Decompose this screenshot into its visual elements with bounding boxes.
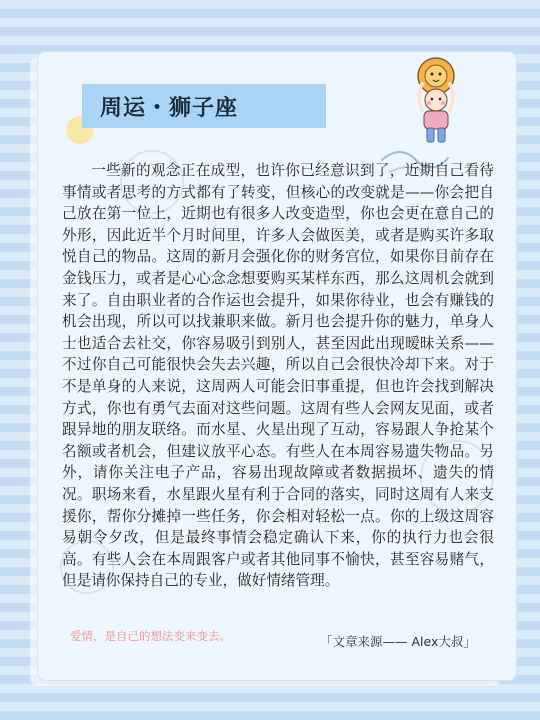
lion-mascot-icon bbox=[408, 54, 464, 146]
love-quote: 爱情，是自己的想法变来变去。 bbox=[70, 629, 231, 643]
horoscope-body: 一些新的观念正在成型，也许你已经意识到了，近期自己看待事情或者思考的方式都有了转变，但核心的改变就是——你会把自己放在第一位上，近期也有很多人改变造型，你也会更在意自己的外形，因此近半个月时间里，许多人会做医美，或者是购买许多取悦自己的物品。这周的新月会强化你的财务宫位，如果你目前存在金钱压力，或者是心心念念想要购买某样东西，那么这周机会就到来了。自由职业者的合作运也会提升，如果你待业，也会有赚钱的机会出现，所以可以找兼职来做。新月也会提升你的魅力，单身人士也适合去社交，你容易吸引到别人，甚至因此出现暧昧关系——不过你自己可能很快会失去兴趣，所以自己会很快冷却下来。对于不是单身的人来说，这周两人可能会旧事重提，但也许会找到解决方式，你也有勇气去面对这些问题。这周有些人会网友见面，或者跟异地的朋友联络。而水星、火星出现了互动，容易跟人争抢某个名额或者机会，但建议放平心态。有些人在本周容易遗失物品。另外，请你关注电子产品，容易出现故障或者数据损坏、遗失的情况。职场来看，水星跟火星有利于合同的落实，同时这周有人来支援你，帮你分摊掉一些任务，你会相对轻松一点。你的上级这周容易朝令夕改，但是最终事情会稳定确认下来，你的执行力也会很高。有些人会在本周跟客户或者其他同事不愉快，甚至容易赌气，但是请你保持自己的专业，做好情绪管理。 bbox=[62, 162, 494, 590]
article-source: 「文章来源—— Alex大叔」 bbox=[320, 634, 476, 649]
page-title: 周运・狮子座 bbox=[100, 96, 239, 121]
